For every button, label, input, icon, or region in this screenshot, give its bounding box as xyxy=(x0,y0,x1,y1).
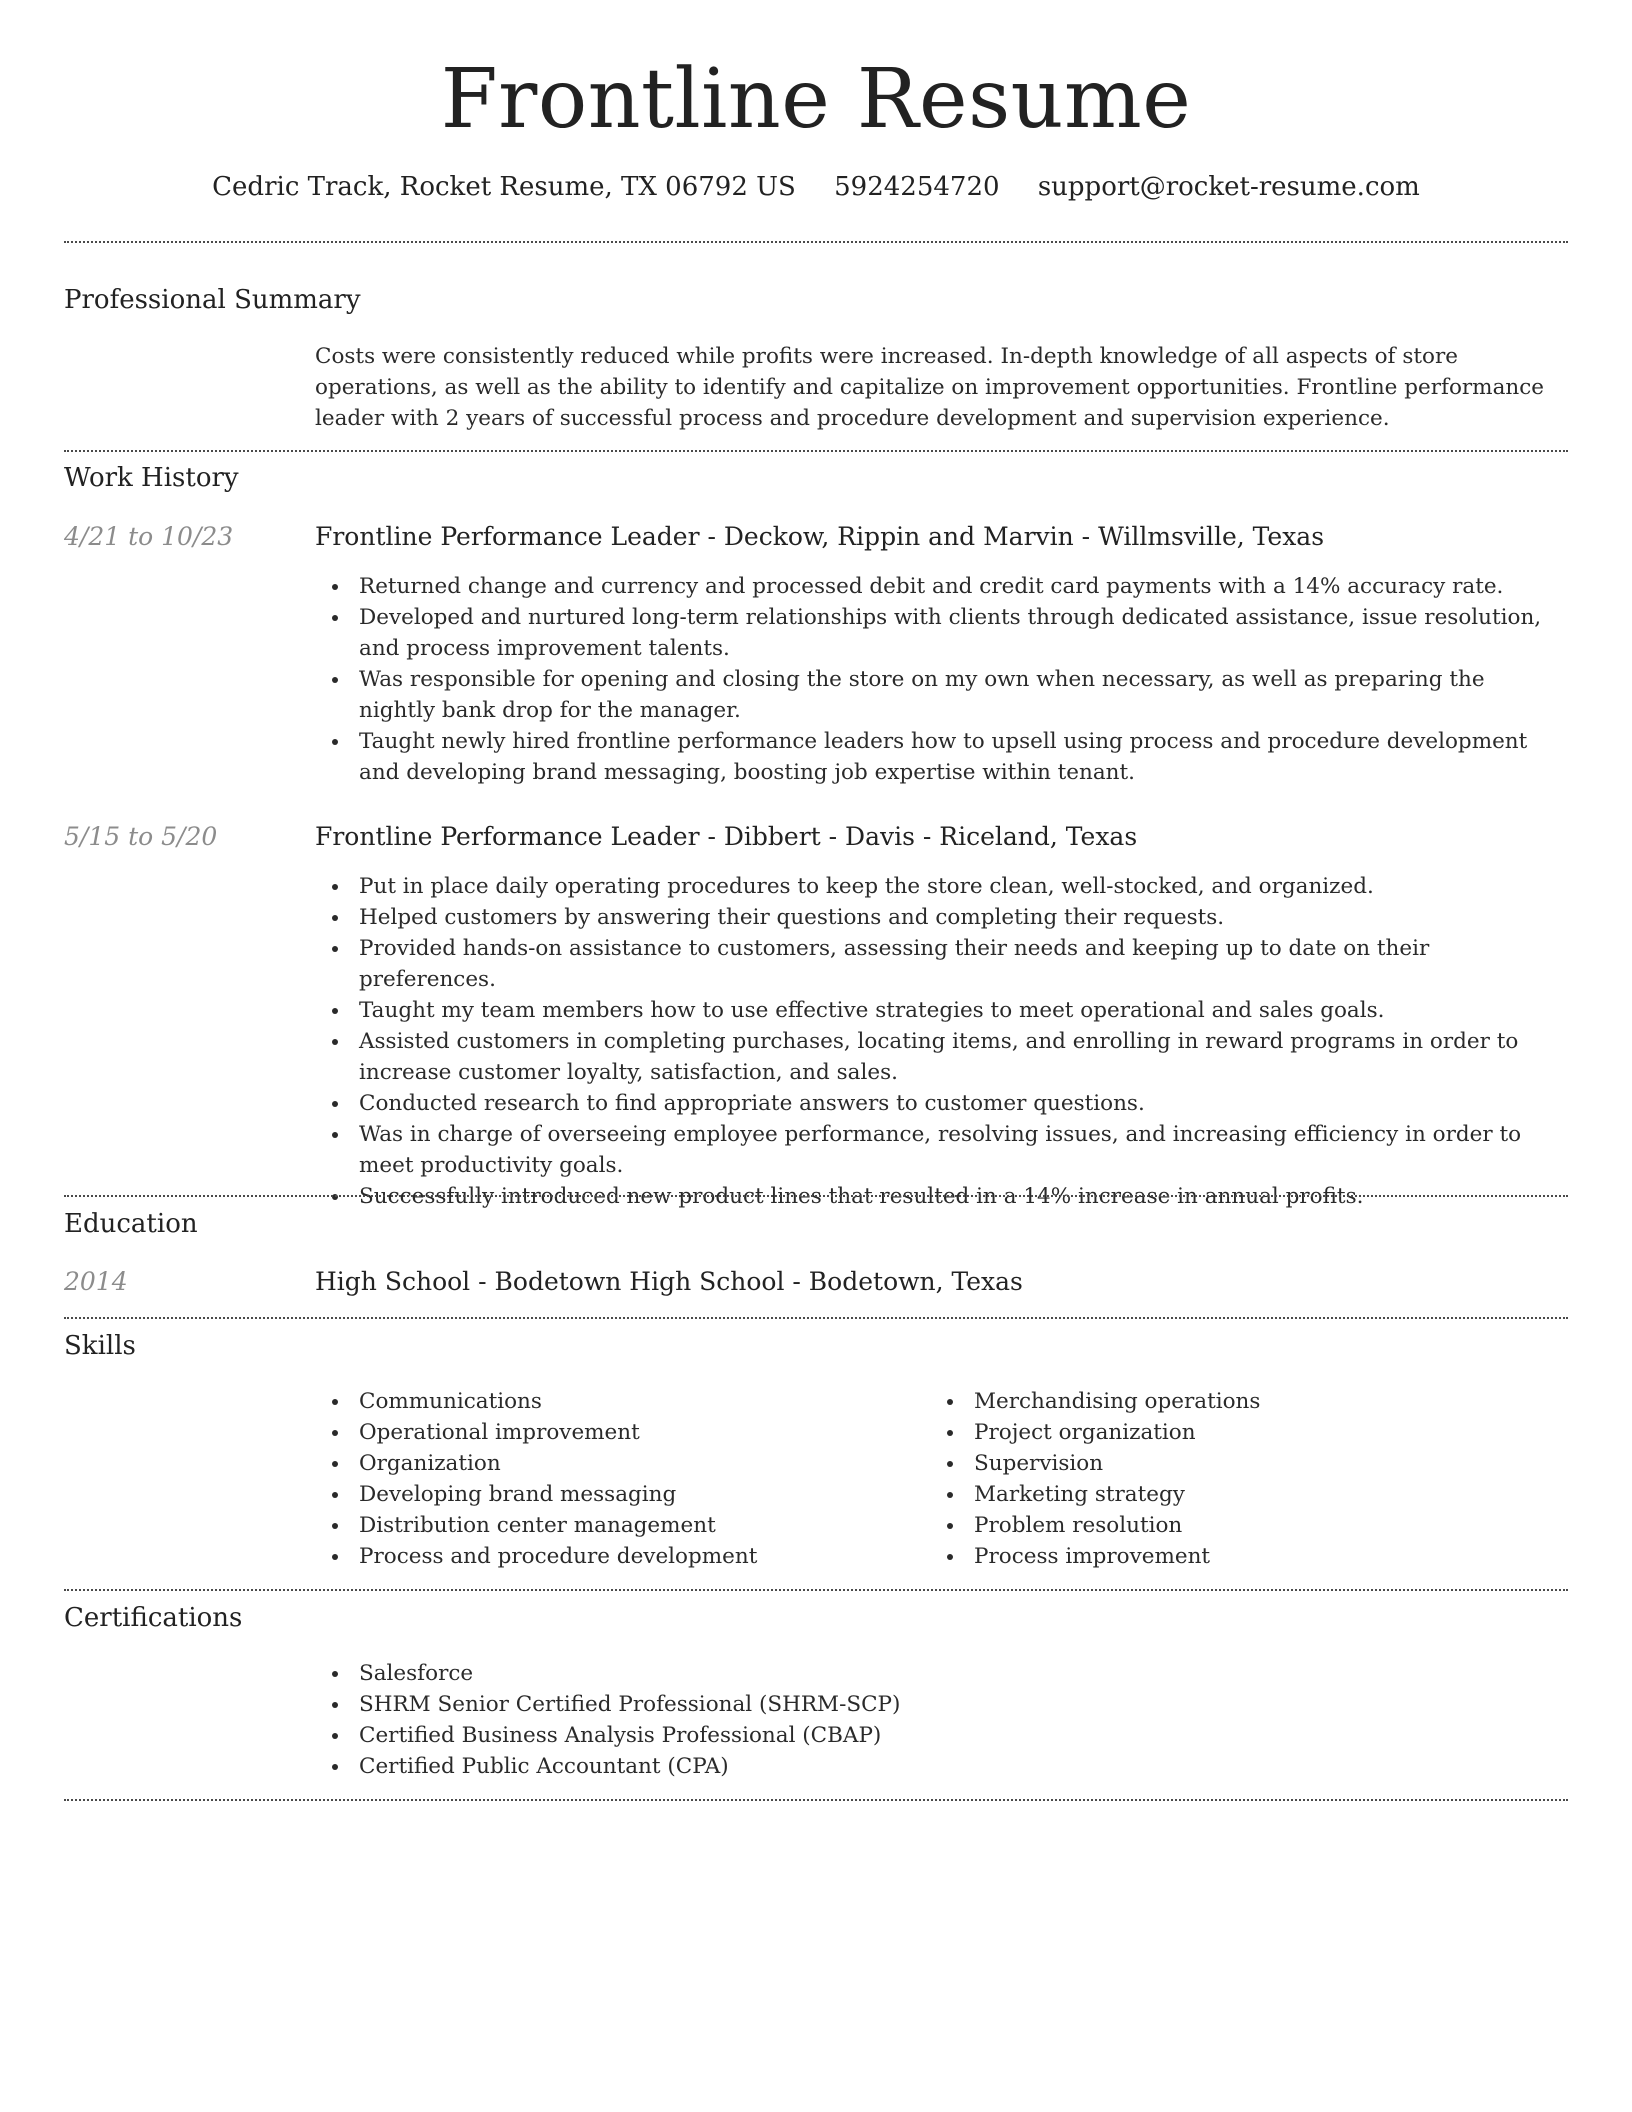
list-item: Successfully introduced new product lines that resulted in a 14% increase in annual profits. xyxy=(315,1181,1567,1212)
list-item: Salesforce xyxy=(315,1658,1567,1689)
summary-text: Costs were consistently reduced while profits were increased. In-depth knowledge of all aspects of store operations, as well as the ability to identify and capitalize on improvement opportunities. Frontline performance leader with 2 years of successful process and procedure development and supervision experience. xyxy=(315,344,1544,431)
divider xyxy=(64,450,1568,452)
skills-list-right xyxy=(930,1386,1567,1572)
list-item: Certified Business Analysis Professional (CBAP) xyxy=(315,1720,1567,1751)
job-title: Frontline Performance Leader - Dibbert - Davis - Riceland, Texas xyxy=(315,822,1138,851)
list-item: Provided hands-on assistance to customers, assessing their needs and keeping up to date on their preferences. xyxy=(315,933,1567,995)
list-item: Was responsible for opening and closing the store on my own when necessary, as well as preparing the nightly bank drop for the manager. xyxy=(315,664,1567,726)
contact-line xyxy=(0,168,1632,206)
skills-list-left xyxy=(315,1386,915,1572)
list-item: Taught my team members how to use effective strategies to meet operational and sales goals. xyxy=(315,995,1567,1026)
contact-email: support@rocket-resume.com xyxy=(1037,172,1420,202)
divider xyxy=(64,1589,1568,1591)
resume-title: Frontline Resume xyxy=(440,52,1192,147)
list-item: Certified Public Accountant (CPA) xyxy=(315,1751,1567,1782)
list-item: Process improvement xyxy=(930,1541,1567,1572)
section-title-work-history: Work History xyxy=(64,463,239,493)
divider xyxy=(64,1799,1568,1801)
list-item: Returned change and currency and processed debit and credit card payments with a 14% accuracy rate. xyxy=(315,571,1567,602)
list-item: Project organization xyxy=(930,1417,1567,1448)
job-bullet-list xyxy=(315,571,1567,788)
job-title: Frontline Performance Leader - Deckow, Rippin and Marvin - Willmsville, Texas xyxy=(315,522,1325,551)
job-bullet-list xyxy=(315,871,1567,1212)
section-title-skills: Skills xyxy=(64,1331,136,1361)
list-item: Supervision xyxy=(930,1448,1567,1479)
list-item: Organization xyxy=(315,1448,915,1479)
job-dates: 4/21 to 10/23 xyxy=(64,522,234,551)
list-item: Problem resolution xyxy=(930,1510,1567,1541)
list-item: Assisted customers in completing purchases, locating items, and enrolling in reward programs in order to increase customer loyalty, satisfaction, and sales. xyxy=(315,1026,1567,1088)
contact-address: Cedric Track, Rocket Resume, TX 06792 US xyxy=(212,172,796,202)
list-item: Was in charge of overseeing employee performance, resolving issues, and increasing efficiency in order to meet productivity goals. xyxy=(315,1119,1567,1181)
section-title-certifications: Certifications xyxy=(64,1603,243,1633)
list-item: Helped customers by answering their questions and completing their requests. xyxy=(315,902,1567,933)
list-item: Developed and nurtured long-term relationships with clients through dedicated assistance, issue resolution, and process improvement talents. xyxy=(315,602,1567,664)
list-item: SHRM Senior Certified Professional (SHRM-SCP) xyxy=(315,1689,1567,1720)
job-dates: 5/15 to 5/20 xyxy=(64,822,218,851)
divider xyxy=(64,1317,1568,1319)
list-item: Merchandising operations xyxy=(930,1386,1567,1417)
list-item: Developing brand messaging xyxy=(315,1479,915,1510)
education-year: 2014 xyxy=(64,1267,128,1296)
certifications-list xyxy=(315,1658,1567,1782)
list-item: Process and procedure development xyxy=(315,1541,915,1572)
section-title-summary: Professional Summary xyxy=(64,285,361,315)
list-item: Put in place daily operating procedures to keep the store clean, well-stocked, and organized. xyxy=(315,871,1567,902)
list-item: Marketing strategy xyxy=(930,1479,1567,1510)
list-item: Conducted research to find appropriate answers to customer questions. xyxy=(315,1088,1567,1119)
education-entry: High School - Bodetown High School - Bodetown, Texas xyxy=(315,1267,1023,1296)
divider xyxy=(64,1195,1568,1197)
list-item: Operational improvement xyxy=(315,1417,915,1448)
list-item: Communications xyxy=(315,1386,915,1417)
contact-phone: 5924254720 xyxy=(834,172,1000,202)
list-item: Distribution center management xyxy=(315,1510,915,1541)
section-title-education: Education xyxy=(64,1209,198,1239)
list-item: Taught newly hired frontline performance leaders how to upsell using process and procedure development and developing brand messaging, boosting job expertise within tenant. xyxy=(315,726,1567,788)
divider xyxy=(64,241,1568,243)
